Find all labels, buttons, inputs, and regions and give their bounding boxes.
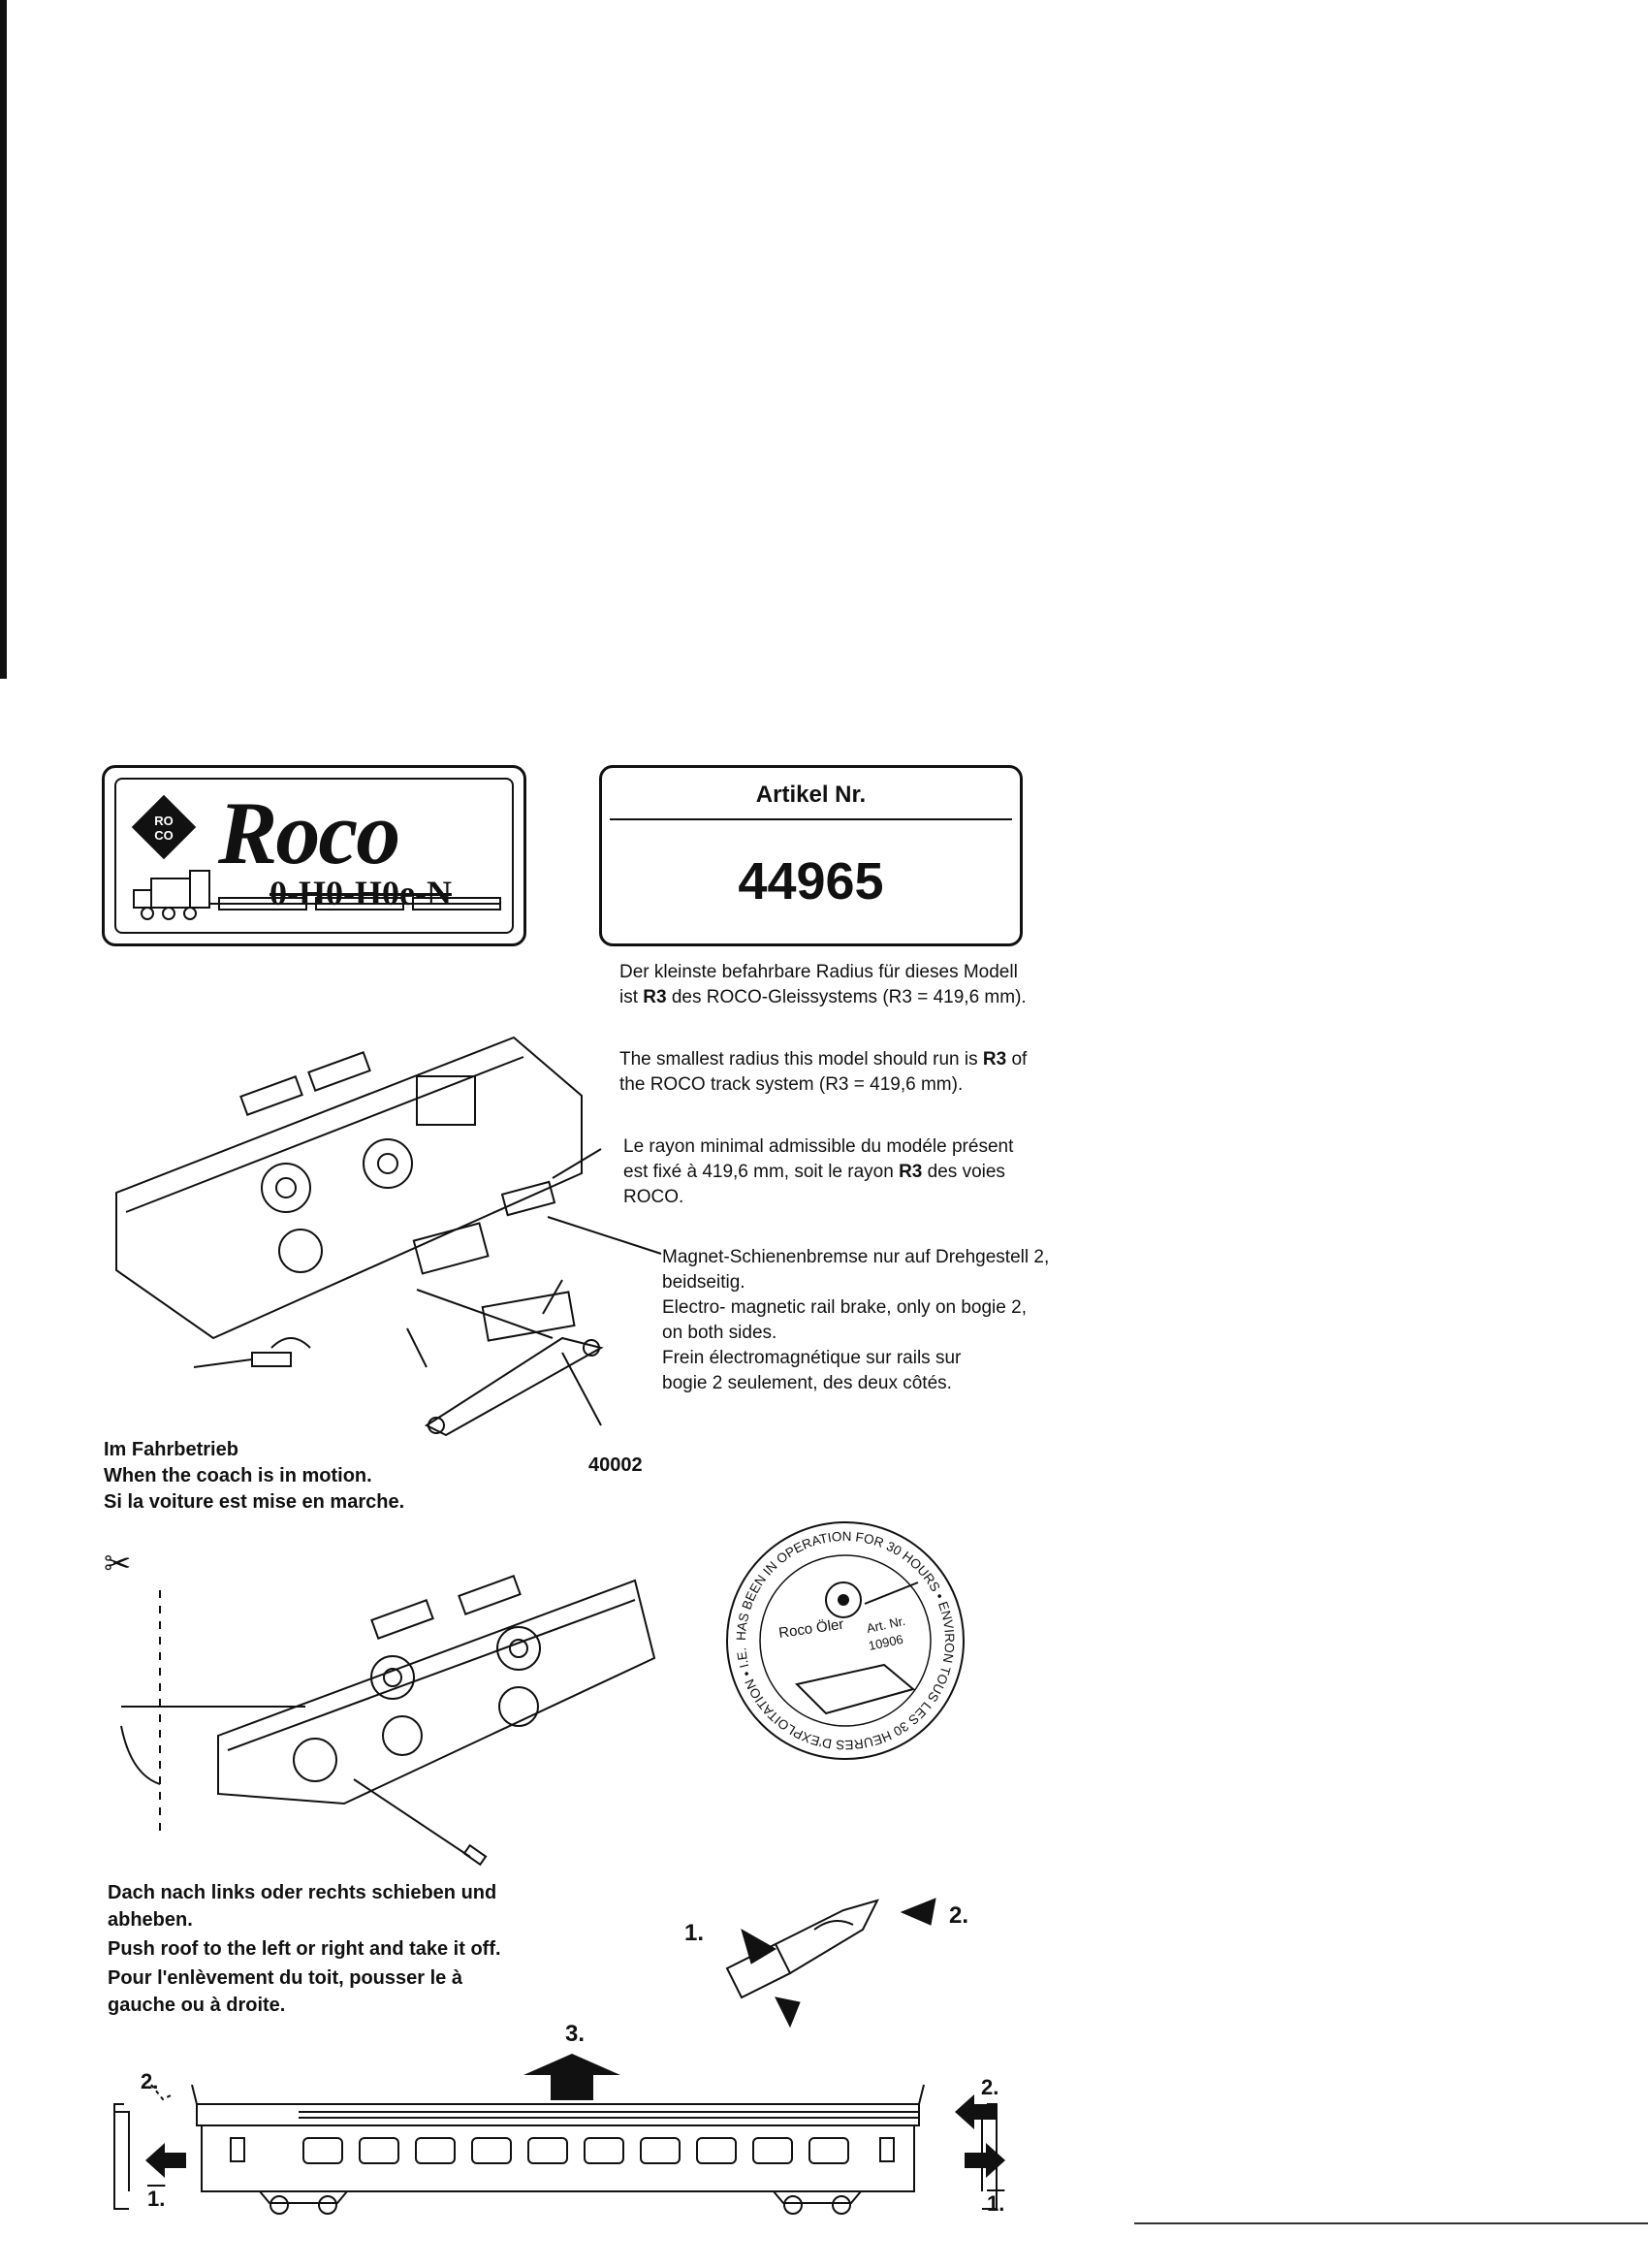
scan-edge-bar xyxy=(0,0,7,679)
stamp-art-number: 10906 xyxy=(867,1631,904,1653)
stamp-art-label: Art. Nr. xyxy=(865,1613,907,1636)
brake-note-fr-1: Frein électromagnétique sur rails sur xyxy=(662,1348,962,1368)
step-2-label-clip: 2. xyxy=(949,1902,969,1929)
scissors-icon: ✂ xyxy=(104,1546,132,1582)
roco-logo-box xyxy=(102,765,526,946)
stamp-ring-text: HAS BEEN IN OPERATION FOR 30 HOURS • ENVIRON TOUS LES 30 HEURES D'EXPLOITATION • I.E. AFTER IT • CA. ALLE 30 BETRIEBSSTUNDEN xyxy=(714,1503,958,1753)
radius-fr-text-2: des voies ROCO. xyxy=(623,1162,1005,1207)
svg-text:RO: RO xyxy=(154,814,174,828)
brake-note-de: Magnet-Schienenbremse nur auf Drehgestell 2, beidseitig. xyxy=(662,1247,1050,1293)
roof-note xyxy=(108,1879,515,2019)
oil-stamp-badge xyxy=(714,1503,971,1767)
logo-inner-frame xyxy=(114,778,514,934)
article-number: 44965 xyxy=(738,852,884,910)
radius-de-text: Der kleinste befahrbare Radius für dieses Modell ist xyxy=(619,962,1018,1007)
step-3-label: 3. xyxy=(565,2021,586,2047)
step-2-label-right: 2. xyxy=(981,2075,999,2099)
motion-note-en: When the coach is in motion. xyxy=(104,1465,372,1486)
step-1-label-clip: 1. xyxy=(684,1920,705,1946)
coupling-drawing xyxy=(92,1542,674,1871)
radius-de-bold: R3 xyxy=(643,987,667,1007)
motion-note xyxy=(104,1437,569,1516)
article-divider xyxy=(610,818,1012,820)
roco-badge-icon xyxy=(130,793,198,861)
arrow-1b-icon xyxy=(776,1997,800,2027)
roof-clip-detail xyxy=(698,1891,950,2036)
radius-note-de xyxy=(619,960,1036,1010)
motion-note-de: Im Fahrbetrieb xyxy=(104,1439,238,1460)
roco-brand-word: Roco xyxy=(218,783,399,882)
article-label: Artikel Nr. xyxy=(755,782,867,808)
brake-note-en: Electro- magnetic rail brake, only on bogie 2, on both sides. xyxy=(662,1297,1027,1343)
gauge-line: 0-H0-H0e-N xyxy=(269,874,452,912)
bogie-exploded-drawing xyxy=(97,1018,679,1445)
step-1-label-left: 1. xyxy=(147,2187,166,2211)
bogie-icon xyxy=(797,1665,913,1713)
radius-note-en xyxy=(619,1047,1036,1098)
radius-de-text-2: des ROCO-Gleissystems (R3 = 419,6 mm). xyxy=(666,987,1027,1007)
radius-fr-bold: R3 xyxy=(899,1162,923,1182)
arrow-left-icon xyxy=(145,2143,186,2178)
motion-note-fr: Si la voiture est mise en marche. xyxy=(104,1491,405,1513)
radius-fr-text: Le rayon minimal admissible du modéle présent est fixé à 419,6 mm, soit le rayon xyxy=(623,1136,1014,1182)
radius-en-text-2: of the ROCO track system (R3 = 419,6 mm). xyxy=(619,1049,1028,1095)
arrow-right-icon xyxy=(965,2143,1005,2178)
radius-en-text: The smallest radius this model should run is xyxy=(619,1049,983,1070)
part-number-label: 40002 xyxy=(588,1454,643,1476)
radius-en-bold: R3 xyxy=(982,1049,1007,1070)
scan-bottom-rule xyxy=(1134,2222,1648,2224)
roof-note-en: Push roof to the left or right and take it off. xyxy=(108,1938,501,1960)
arrow-2-icon xyxy=(902,1899,935,1925)
arrow-left-upper-icon xyxy=(955,2094,996,2129)
svg-text:CO: CO xyxy=(154,828,174,843)
article-number-box xyxy=(599,765,1023,946)
radius-note-fr xyxy=(623,1134,1040,1210)
roof-note-de: Dach nach links oder rechts schieben und abheben. xyxy=(108,1882,497,1931)
stamp-product: Roco Öler xyxy=(777,1615,845,1642)
roof-note-fr: Pour l'enlèvement du toit, pousser le à gauche ou à droite. xyxy=(108,1967,462,2016)
step-2-label-left: 2. xyxy=(141,2069,159,2093)
brake-note-fr-2: bogie 2 seulement, des deux côtés. xyxy=(662,1373,952,1393)
brake-note xyxy=(662,1245,1050,1396)
step-1-label-right: 1. xyxy=(987,2191,1005,2216)
coach-side-view xyxy=(105,2085,1035,2220)
